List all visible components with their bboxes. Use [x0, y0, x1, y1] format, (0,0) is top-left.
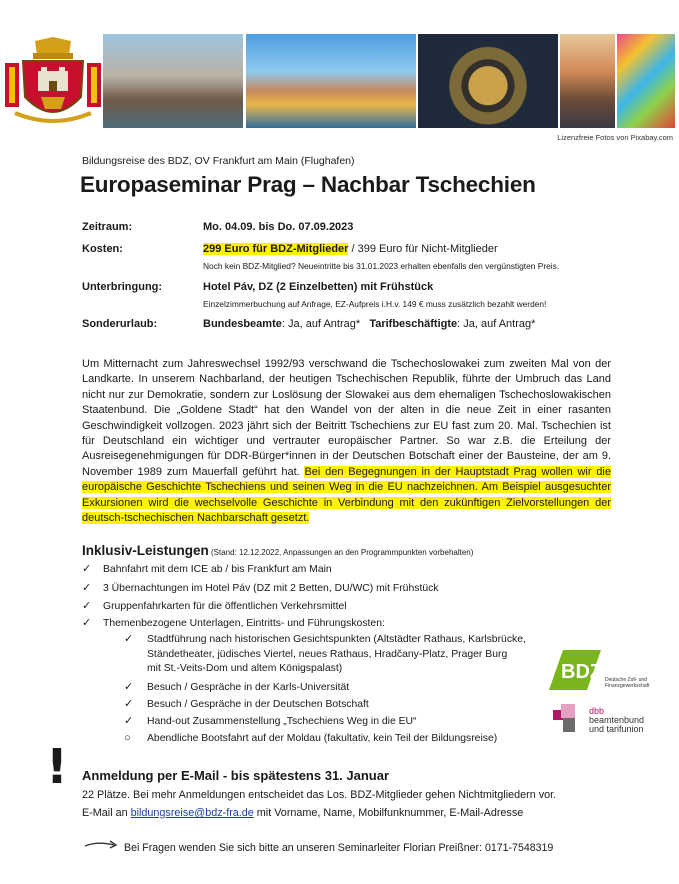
- anmeldung-email-line: [82, 807, 523, 819]
- exclamation-icon: !: [46, 739, 68, 795]
- email-link[interactable]: bildungsreise@bdz-fra.de: [130, 807, 254, 819]
- arrow-right-icon: [84, 838, 120, 850]
- page-title: Europaseminar Prag – Nachbar Tschechien: [80, 172, 536, 197]
- lennon-wall-photo: [617, 34, 675, 128]
- email-suffix: mit Vorname, Name, Mobilfunknummer, E-Mail-Adresse: [253, 807, 524, 819]
- checkmark-icon: ✓: [82, 600, 92, 612]
- checkmark-icon: ✓: [124, 715, 134, 727]
- photo-credit: Lizenzfreie Fotos von Pixabay.com: [557, 133, 673, 142]
- sub-list-item: ✓ Stadtführung nach historischen Gesichtspunkten (Altstädter Rathaus, Karlsbrücke,: [124, 633, 526, 645]
- kosten-note: Noch kein BDZ-Mitglied? Neueintritte bis 31.01.2023 erhalten ebenfalls den vergünstigten Preis.: [203, 261, 560, 271]
- sub-list-item-cont: Ständetheater, jüdisches Viertel, neues Rathaus, Hradčany-Platz, Prager Burg: [147, 649, 508, 660]
- bundesbeamte-value: : Ja, auf Antrag*: [281, 318, 370, 330]
- dbb-logo: [553, 704, 673, 734]
- dbb-logo-sub1: beamtenbund: [589, 715, 645, 725]
- kosten-value: [203, 243, 498, 255]
- checkmark-icon: ✓: [82, 582, 92, 594]
- prague-castle-photo: [560, 34, 615, 128]
- sub-list-item-cont: mit St.-Veits-Dom und altem Königspalast): [147, 663, 343, 674]
- astronomical-clock-photo: [418, 34, 558, 128]
- kosten-nonmember-price: / 399 Euro für Nicht-Mitglieder: [348, 243, 498, 255]
- contact-line: Bei Fragen wenden Sie sich bitte an unseren Seminarleiter Florian Preißner: 0171-7548319: [124, 842, 554, 854]
- dbb-logo-text: dbb: [589, 706, 605, 716]
- bdz-logo-text: BDZ: [561, 661, 603, 683]
- bdz-logo-sub2: Finanzgewerkschaft: [605, 683, 650, 689]
- bdz-logo-sub1: Deutsche Zoll- und: [605, 677, 647, 683]
- dbb-logo-graphic: [553, 704, 673, 734]
- checkmark-icon: ✓: [124, 698, 134, 710]
- list-item: ✓ 3 Übernachtungen im Hotel Páv (DZ mit 2 Betten, DU/WC) mit Frühstück: [82, 582, 439, 594]
- sub-list-item: ○ Abendliche Bootsfahrt auf der Moldau (fakultativ, kein Teil der Bildungsreise): [124, 732, 498, 744]
- inklusiv-title: Inklusiv-Leistungen: [82, 543, 209, 558]
- bundesbeamte-label: Bundesbeamte: [203, 318, 282, 330]
- intro-paragraph: [82, 357, 611, 526]
- inklusiv-note: (Stand: 12.12.2022, Anpassungen an den Programmpunkten vorbehalten): [208, 548, 474, 557]
- intro-highlight: Bei den Begegnungen in der Hauptstadt Prag wollen wir die europäische Geschichte Tschechiens und seinen Weg in die EU nachzeichnen. Am Beispiel ausgesuchter Exkursionen wird die wechselvolle Geschichte in Verbindung mit den zukünftigen Zielvorstellungen der deutsch-tschechischen Nachbarschaft gesetzt.: [82, 465, 611, 525]
- list-item: ✓ Themenbezogene Unterlagen, Eintritts- und Führungskosten:: [82, 617, 385, 629]
- sub-list-item: ✓ Besuch / Gespräche in der Karls-Universität: [124, 681, 350, 693]
- unterbringung-value: Hotel Páv, DZ (2 Einzelbetten) mit Frühstück: [203, 281, 434, 293]
- zeitraum-label: Zeitraum:: [82, 221, 133, 233]
- subtitle: Bildungsreise des BDZ, OV Frankfurt am Main (Flughafen): [82, 155, 355, 167]
- dancing-house-photo: [246, 34, 416, 128]
- checkmark-icon: ✓: [82, 563, 92, 575]
- bdz-logo: [549, 650, 661, 690]
- dbb-logo-sub2: und tarifunion: [589, 724, 644, 734]
- unterbringung-label: Unterbringung:: [82, 281, 163, 293]
- sonderurlaub-label: Sonderurlaub:: [82, 318, 158, 330]
- kosten-member-price: 299 Euro für BDZ-Mitglieder: [203, 243, 349, 255]
- checkmark-icon: ✓: [124, 681, 134, 693]
- inklusiv-heading: [82, 543, 473, 558]
- tarif-value: : Ja, auf Antrag*: [457, 318, 536, 330]
- bdz-logo-graphic: [549, 650, 661, 690]
- checkmark-icon: ✓: [82, 617, 92, 629]
- intro-text: Um Mitternacht zum Jahreswechsel 1992/93 verschwand die Tschechoslowakei zum zweiten Mal von der Landkarte. In unserem Nachbarland, der heutigen Tschechischen Republik, führte der Umbruch das Land nicht nur zur Demokratie, sondern zur Loslösung der Slowakei aus dem ehemaligen Tschechoslowakischen Staatenbund. Die „Goldene Stadt“ hat den Wandel von der alten in die neue Zeit in einer rasanten Geschwindigkeit vollzogen. 2023 jährt sich der Beitritt Tschechiens zur EU fast zum 20. Mal. Tschechien ist für Deutschland ein wichtiger und vertrauter europäischer Partner. So war z.B. die Erteilung der Ausreisegenehmigungen für DDR-Bürger*innen in der Deutschen Botschaft einer der Bausteine, der am 9. November 1989 zum Mauerfall geführt hat.: [82, 358, 611, 478]
- tarif-label: Tarifbeschäftigte: [369, 318, 458, 330]
- prague-bridges-photo: [103, 34, 243, 128]
- sonderurlaub-value: [203, 318, 535, 330]
- anmeldung-heading: Anmeldung per E-Mail - bis spätestens 31. Januar: [82, 768, 390, 783]
- list-item: ✓ Bahnfahrt mit dem ICE ab / bis Frankfurt am Main: [82, 563, 332, 575]
- circle-bullet-icon: ○: [124, 732, 131, 744]
- sub-list-item: ✓ Hand-out Zusammenstellung „Tschechiens Weg in die EU“: [124, 715, 417, 727]
- unterbringung-note: Einzelzimmerbuchung auf Anfrage, EZ-Aufpreis i.H.v. 149 € muss zusätzlich bezahlt werden!: [203, 299, 547, 309]
- zeitraum-value: Mo. 04.09. bis Do. 07.09.2023: [203, 221, 354, 233]
- email-prefix: E-Mail an: [82, 807, 131, 819]
- kosten-label: Kosten:: [82, 243, 123, 255]
- sub-list-item: ✓ Besuch / Gespräche in der Deutschen Botschaft: [124, 698, 369, 710]
- checkmark-icon: ✓: [124, 633, 134, 645]
- prague-coat-of-arms: [5, 37, 101, 129]
- list-item: ✓ Gruppenfahrkarten für die öffentlichen Verkehrsmittel: [82, 600, 347, 612]
- anmeldung-info: 22 Plätze. Bei mehr Anmeldungen entscheidet das Los. BDZ-Mitglieder gehen Nichtmitgliedern vor.: [82, 789, 557, 801]
